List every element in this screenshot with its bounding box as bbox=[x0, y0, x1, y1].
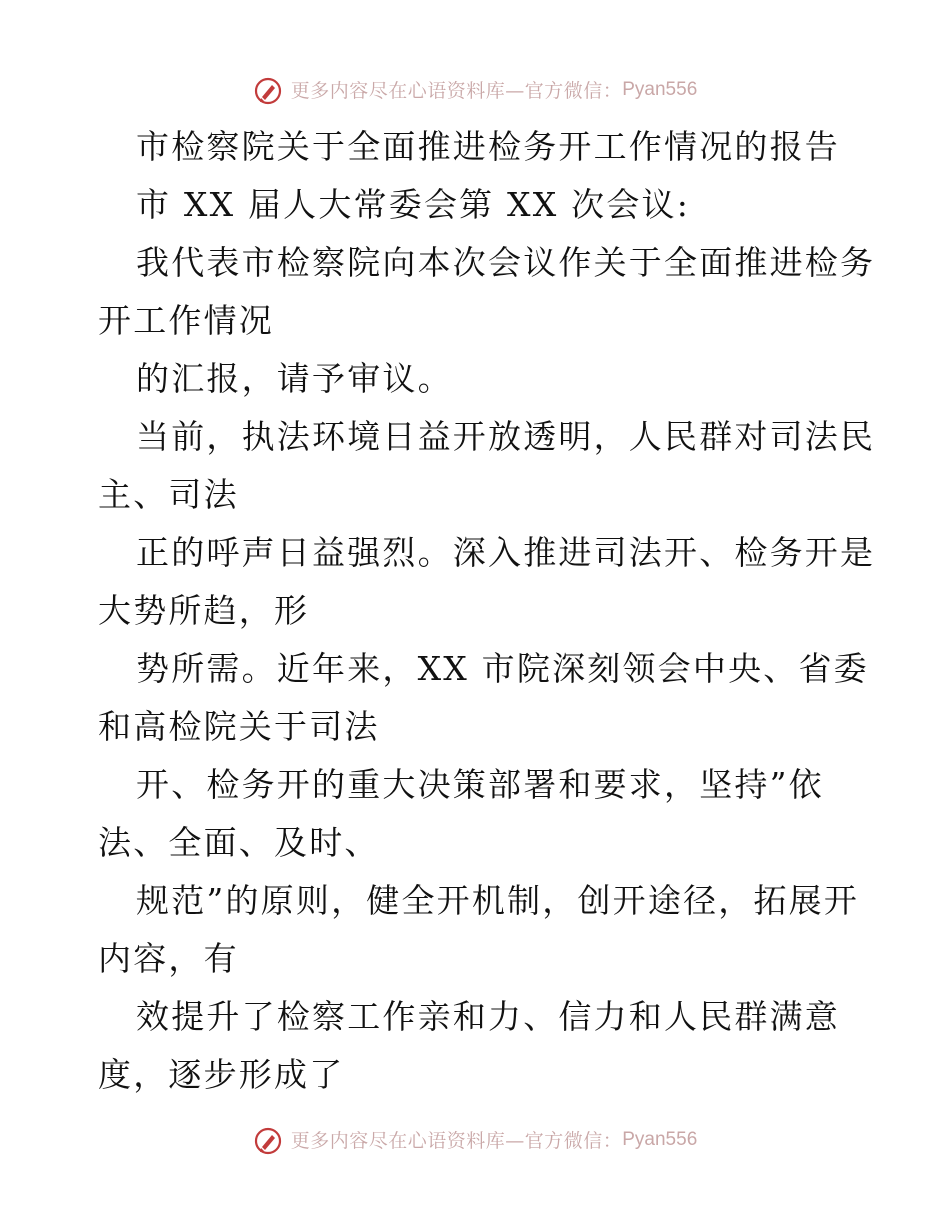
pen-seal-icon bbox=[253, 1126, 283, 1156]
body-line: 正的呼声日益强烈。深入推进司法开、检务开是 bbox=[136, 533, 876, 572]
pen-seal-icon bbox=[253, 76, 283, 106]
body-line: 和高检院关于司法 bbox=[98, 707, 380, 746]
watermark-text: 更多内容尽在心语资料库—官方微信： bbox=[290, 1130, 623, 1153]
salutation-line: 市 XX 届人大常委会第 XX 次会议: bbox=[136, 185, 691, 224]
watermark-wechat-id: Pyan556 bbox=[622, 1129, 698, 1150]
footer-watermark bbox=[0, 1122, 950, 1158]
body-line: 大势所趋，形 bbox=[98, 591, 310, 630]
body-line: 开工作情况 bbox=[98, 301, 274, 340]
body-line: 势所需。近年来，XX 市院深刻领会中央、省委 bbox=[136, 649, 869, 688]
document-title: 市检察院关于全面推进检务开工作情况的报告 bbox=[136, 127, 840, 166]
body-line: 的汇报，请予审议。 bbox=[136, 359, 453, 398]
body-line: 开、检务开的重大决策部署和要求，坚持”依 bbox=[136, 765, 824, 804]
watermark-text: 更多内容尽在心语资料库—官方微信： bbox=[290, 80, 623, 103]
body-line: 效提升了检察工作亲和力、信力和人民群满意 bbox=[136, 997, 840, 1036]
body-line: 规范”的原则，健全开机制，创开途径，拓展开 bbox=[136, 881, 860, 920]
document-body bbox=[98, 118, 876, 1104]
header-watermark bbox=[0, 72, 950, 108]
body-line: 当前，执法环境日益开放透明，人民群对司法民 bbox=[136, 417, 876, 456]
body-line: 法、全面、及时、 bbox=[98, 823, 380, 862]
body-line: 主、司法 bbox=[98, 475, 239, 514]
body-line: 我代表市检察院向本次会议作关于全面推进检务 bbox=[136, 243, 876, 282]
watermark-wechat-id: Pyan556 bbox=[622, 79, 698, 100]
body-line: 度，逐步形成了 bbox=[98, 1055, 345, 1094]
body-line: 内容，有 bbox=[98, 939, 239, 978]
